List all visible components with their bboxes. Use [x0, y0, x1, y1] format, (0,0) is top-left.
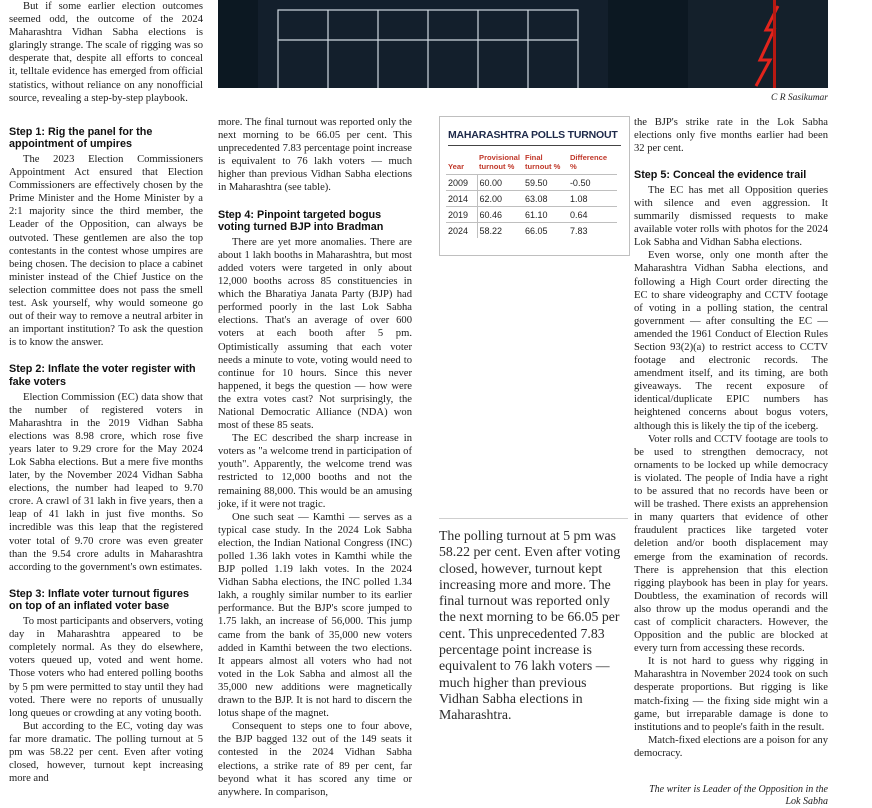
table-cell: 7.83 — [568, 223, 617, 239]
table-row — [446, 191, 617, 207]
table-cell: 2019 — [446, 207, 477, 223]
step3-paragraph-1: To most participants and observers, voting day in Maharashtra appeared to be completely normal. As they do elsewhere, voters queued up, voted and went home. Those voters who had entered polling booths by 5 pm were permitted to stay until they had voted. There were no reports of unusually long queues or crowding at any voting booth. — [9, 616, 203, 719]
column-1 — [9, 0, 203, 785]
table-cell: 2014 — [446, 191, 477, 207]
table-cell: 62.00 — [477, 191, 523, 207]
step4-heading: Step 4: Pinpoint targeted bogus voting turned BJP into Bradman — [218, 208, 384, 234]
step1-paragraph: The 2023 Election Commissioners Appointment Act ensured that Election Commissioners are effectively chosen by the Prime Minister and the Home Minister by a 2:1 majority since the third member, the Leader of the Opposition, can always be outvoted. These gentlemen are also the top contestants in the contest whose umpires are being chosen. The decision to place a cabinet minister instead of the Chief Justice on the selection committee does not pass the smell test. Ask yourself, why would someone go out of their way to remove a neutral arbiter in an important institution? To ask the question is to know the answer. — [9, 153, 203, 349]
pullquote: The polling turnout at 5 pm was 58.22 per cent. Even after voting closed, however, turnout kept increasing more and more. The final turnout was reported only the next morning to be 66.05 per cent. This unprecedented 7.83 percentage point increase is equivalent to 76 lakh voters — much higher than previous Vidhan Sabha elections in Maharashtra. — [439, 528, 621, 723]
table-header: Year — [448, 162, 465, 171]
step4-paragraph-2: The EC described the sharp increase in voters as "a welcome trend in participation of youth". Apparently, the welcome trend was restricted to 12,000 booths and not the remaining 88,000. This would be an amusing joke, if it were not tragic. — [218, 433, 412, 510]
table-cell: 60.46 — [477, 207, 523, 223]
pullquote-rule — [439, 518, 628, 519]
table-cell: -0.50 — [568, 175, 617, 191]
header-graphic — [218, 0, 828, 88]
step5-paragraph-1: The EC has met all Opposition queries with silence and even aggression. It summarily dismissed requests to make available voter rolls with photos for the 2024 Lok Sabha and Vidhan Sabha elections. — [634, 184, 828, 249]
table-cell: 2024 — [446, 223, 477, 239]
step2-paragraph: Election Commission (EC) data show that the number of registered voters in Maharashtra in the 2019 Vidhan Sabha elections was 8.98 crore, which rose five years later to 9.29 crore for the May 2024 Lok Sabha elections. But a mere five months later, by the November 2024 Vidhan Sabha elections, the number had leaped to 9.70 crore. A crawl of 31 lakh in five years, then a leap of 41 lakh in just five months. So incredible was this leap that the registered voter total of 9.70 crore was even greater than the 9.54 crore adults in Maharashtra according to the government's own estimates. — [9, 391, 203, 573]
table-cell: 59.50 — [523, 175, 568, 191]
intro-paragraph: But if some earlier election outcomes seemed odd, the outcome of the 2024 Maharashtra Vidhan Sabha elections is glaringly strange. The scale of rigging was so desperate that, despite all efforts to conceal it, telltale evidence has emerged from official statistics, without reliance on any nonofficial source, revealing a step-by-step playbook. — [9, 1, 203, 104]
table-cell: 66.05 — [523, 223, 568, 239]
step4-paragraph-1: There are yet more anomalies. There are about 1 lakh booths in Maharashtra, but most added voters were targeted in only about 12,000 booths across 85 constituencies in which the Bharatiya Janata Party (BJP) had performed poorly in the last Lok Sabha elections. That's an average of over 600 voters at each booth after 5 pm. Optimistically assuming that each voter needs a minute to vote, voting would need to continue for 10 hours. Since this never happened, it begs the question — how were the extra votes cast? Not surprisingly, the National Democratic Alliance (NDA) won most of these 85 seats. — [218, 236, 412, 432]
step5-paragraph-3: Voter rolls and CCTV footage are tools to be used to strengthen democracy, not ornaments to be locked up while democracy is violated. The people of India have a right to be assured that no records have been or will be trashed. There exists an apprehension in many quarters that evidence of other fraudulent practices like targeted voter deletion and/or booth displacement may emerge from the examination of records. There is apprehension that this election rigging playbook has been in play for years. Doubtless, the examination of records will also throw up the modus operandi and the cast of complicit characters. However, the Opposition and the public are blocked at every turn from accessing these records. — [634, 433, 828, 655]
table-cell: 60.00 — [477, 175, 523, 191]
table-cell: 63.08 — [523, 191, 568, 207]
step3-paragraph-2: But according to the EC, voting day was far more dramatic. The polling turnout at 5 pm was 58.22 per cent. Even after voting closed, however, turnout kept increasing more and — [9, 720, 203, 785]
table-row — [446, 207, 617, 223]
table-header: Difference % — [569, 153, 608, 171]
table-title: MAHARASHTRA POLLS TURNOUT — [448, 129, 618, 141]
table-title-rule — [448, 145, 621, 146]
table-row — [446, 175, 617, 191]
table-cell: 61.10 — [523, 207, 568, 223]
step4-paragraph-3: One such seat — Kamthi — serves as a typical case study. In the 2024 Lok Sabha election, the Indian National Congress (INC) polled 1.36 lakh votes in Kamthi while the BJP polled 1.19 lakh votes. In the 2024 Vidhan Sabha elections, the INC polled 1.34 lakh, a roughly similar number to its earlier performance. But the BJP's score jumped to 1.75 lakh, an increase of 56,000. This jump came from the bank of 35,000 new voters added in Kamthi between the two elections. It appears almost all voters who had not voted in the Lok Sabha and almost all the 35,000 new additions were magnetically drawn to the BJP. It is not hard to discern the lotus shape of the magnet. — [218, 511, 412, 720]
step4-paragraph-4: Consequent to steps one to four above, the BJP bagged 132 out of the 149 seats it contested in the 2024 Vidhan Sabha elections, a strike rate of 89 per cent, far beyond what it has scored any time or anywhere. In comparison, — [218, 721, 412, 798]
table-header: Final turnout % — [524, 153, 561, 171]
step1-heading: Step 1: Rig the panel for the appointment of umpires — [9, 125, 153, 151]
step5-paragraph-5: Match-fixed elections are a poison for any democracy. — [634, 734, 828, 759]
continued-paragraph: more. The final turnout was reported only the next morning to be 66.05 per cent. This unprecedented 7.83 percentage point increase is equivalent to 76 lakh voters — much higher than previous Vidhan Sabha elections in Maharashtra (see table). — [218, 117, 412, 194]
photo-credit: C R Sasikumar — [771, 93, 828, 103]
turnout-table — [446, 153, 617, 238]
turnout-table-box — [439, 116, 630, 256]
column-2 — [218, 116, 412, 799]
author-signature: The writer is Leader of the Opposition in the Lok Sabha — [649, 784, 828, 807]
table-header: Provisional turnout % — [479, 153, 520, 171]
step5-paragraph-2: Even worse, only one month after the Maharashtra Vidhan Sabha elections, and following a High Court order directing the EC to share videography and CCTV footage of voting in a polling station, the central government — after consulting the EC — amended the 1961 Conduct of Election Rules Section 93(2)(a) to restrict access to CCTV footage and electronic records. The amendment itself, and its timing, are both giveaways. The recent exposure of identical/duplicate EPIC numbers has heightened concerns about bogus voters, although this is likely the tip of the iceberg. — [634, 250, 828, 432]
step5-paragraph-4: It is not hard to guess why rigging in Maharashtra in November 2024 took on such desperate proportions. But rigging is like match-fixing — the fixing side might win a game, but irreparable damage is done to institutions and to people's faith in the result. — [634, 656, 828, 733]
step3-heading: Step 3: Inflate voter turnout figures on top of an inflated voter base — [9, 587, 189, 613]
column-4 — [634, 116, 828, 808]
table-cell: 2009 — [446, 175, 477, 191]
step5-heading: Step 5: Conceal the evidence trail — [634, 169, 807, 182]
continued-paragraph: the BJP's strike rate in the Lok Sabha elections only five months earlier had been 32 per cent. — [634, 117, 828, 155]
table-cell: 58.22 — [477, 223, 523, 239]
step2-heading: Step 2: Inflate the voter register with fake voters — [9, 363, 196, 388]
table-cell: 1.08 — [568, 191, 617, 207]
table-cell: 0.64 — [568, 207, 617, 223]
bar-graphic-icon — [218, 0, 828, 88]
table-header-row — [446, 153, 617, 175]
table-row — [446, 223, 617, 239]
